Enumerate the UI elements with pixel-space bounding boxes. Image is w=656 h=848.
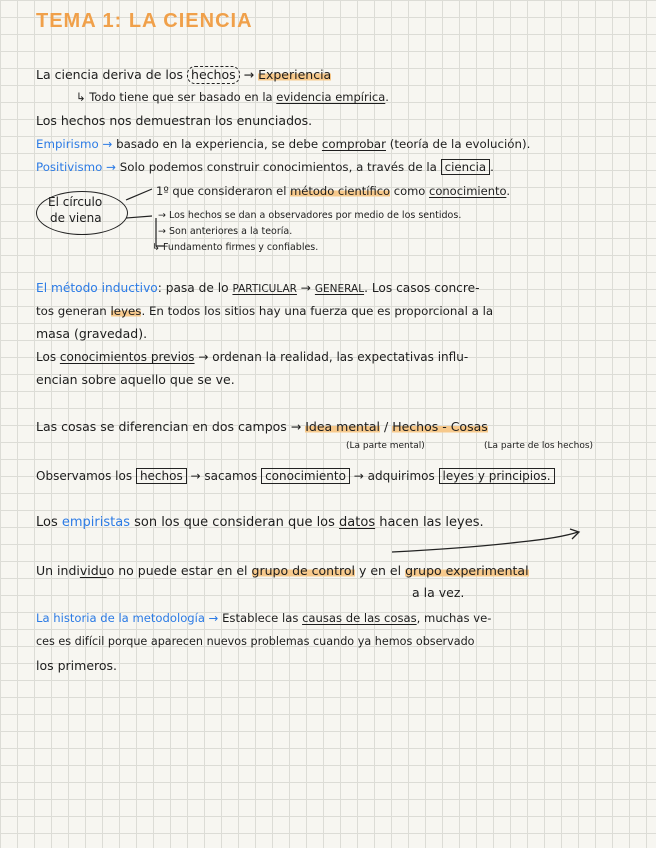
line-dos-campos [36, 419, 488, 435]
line-primeros: los primeros. [36, 658, 118, 673]
metodo-cientifico-highlight: método científico [290, 184, 391, 198]
comprobar-underlined: comprobar [321, 137, 386, 151]
line-anteriores: → Son anteriores a la teoría. [158, 226, 293, 237]
conocimientos-previos-underlined: conocimientos previos [59, 350, 195, 364]
ciencia-box: ciencia [441, 159, 491, 175]
grupo-control-highlight: grupo de control [251, 563, 355, 578]
line-gravedad: masa (gravedad). [36, 326, 148, 341]
grupo-experimental-highlight: grupo experimental [405, 563, 529, 578]
datos-underlined: datos [339, 515, 376, 530]
text: y en el [355, 563, 406, 578]
evidencia-underlined: evidencia empírica [276, 90, 386, 104]
text: tos generan [36, 304, 111, 318]
idea-mental-highlight: Idea mental [305, 419, 381, 434]
line-leyes [36, 303, 493, 319]
text: → sacamos [186, 469, 262, 483]
text: → ordenan la realidad, las expectativas influ- [194, 350, 469, 364]
text: → adquirimos [349, 469, 439, 483]
line-conocimientos-previos [36, 349, 468, 365]
empiristas-term: empiristas [61, 515, 130, 530]
circulo-label-2: de viena [50, 211, 102, 225]
line-individuo [36, 563, 529, 579]
line-hechos-enunciados: Los hechos nos demuestran los enunciados. [36, 113, 313, 128]
line-sentidos: → Los hechos se dan a observadores por medio de los sentidos. [158, 210, 462, 221]
line-historia-metodologia [36, 610, 491, 626]
text: o no puede estar en el [106, 563, 252, 578]
hechos-starburst-label: hechos [187, 66, 240, 84]
text: Solo podemos construir conocimientos, a través de la [116, 160, 441, 174]
historia-metodologia-term: La historia de la metodología → [36, 611, 219, 625]
circulo-label-1: El círculo [48, 195, 103, 209]
causas-underlined: causas de las cosas [302, 611, 417, 625]
text: . En todos los sitios hay una fuerza que es proporcional a la [141, 304, 494, 318]
leyes-highlight: leyes [110, 304, 142, 318]
text: La ciencia deriva de los [36, 67, 184, 82]
note-parte-mental: (La parte mental) [346, 441, 425, 451]
text: Establece las [218, 611, 303, 625]
hechos-box: hechos [136, 468, 187, 484]
text: Observamos los [36, 469, 136, 483]
text: , muchas ve- [416, 611, 492, 625]
text: basado en la experiencia, se debe [112, 137, 322, 151]
hechos-cosas-highlight: Hechos - Cosas [392, 419, 488, 434]
text: son los que consideran que los [129, 515, 340, 530]
line-observamos [36, 468, 555, 484]
conocimiento-box: conocimiento [261, 468, 350, 484]
metodo-inductivo-term: El método inductivo [36, 281, 158, 295]
text: . Los casos concre- [364, 281, 480, 295]
period: . [490, 160, 494, 174]
text: ↳ Todo tiene que ser basado en la [76, 90, 273, 104]
text: hacen las leyes. [375, 515, 484, 530]
line-metodo-cientifico [156, 183, 510, 199]
line-fundamento: ↳ Fundamento firmes y confiables. [152, 242, 319, 253]
leyes-principios-box: leyes y principios. [439, 468, 555, 484]
experiencia-highlight: Experiencia [258, 67, 332, 82]
line-dificil: ces es difícil porque aparecen nuevos problemas cuando ya hemos observado [36, 635, 475, 648]
period: . [385, 90, 389, 104]
text: como [390, 184, 430, 198]
slash: / [380, 419, 393, 434]
conocimiento-underlined: conocimiento [429, 184, 507, 198]
page-title: TEMA 1: LA CIENCIA [36, 10, 253, 32]
text: Los [36, 350, 60, 364]
text: (teoría de la evolución). [385, 137, 531, 151]
arrow: → [296, 281, 315, 295]
note-parte-hechos: (La parte de los hechos) [484, 441, 594, 451]
arrow: → [243, 67, 255, 82]
particular-underlined: PARTICULAR [232, 283, 297, 295]
line-empiristas [36, 515, 484, 531]
period: . [506, 184, 510, 198]
positivismo-term: Positivismo → [36, 160, 116, 174]
line-expectativas: encian sobre aquello que se ve. [36, 372, 235, 387]
line-a-la-vez: a la vez. [412, 585, 465, 600]
text: Las cosas se diferencian en dos campos → [36, 419, 306, 434]
empirismo-term: Empirismo → [36, 137, 113, 151]
text: Los [36, 515, 62, 530]
general-underlined: GENERAL [314, 283, 365, 295]
text: Un indi [36, 563, 80, 578]
line-metodo-inductivo [36, 280, 480, 297]
text: 1º que consideraron el [156, 184, 291, 198]
text: : pasa de lo [157, 281, 233, 295]
vidu-underlined: vidu [79, 563, 107, 578]
